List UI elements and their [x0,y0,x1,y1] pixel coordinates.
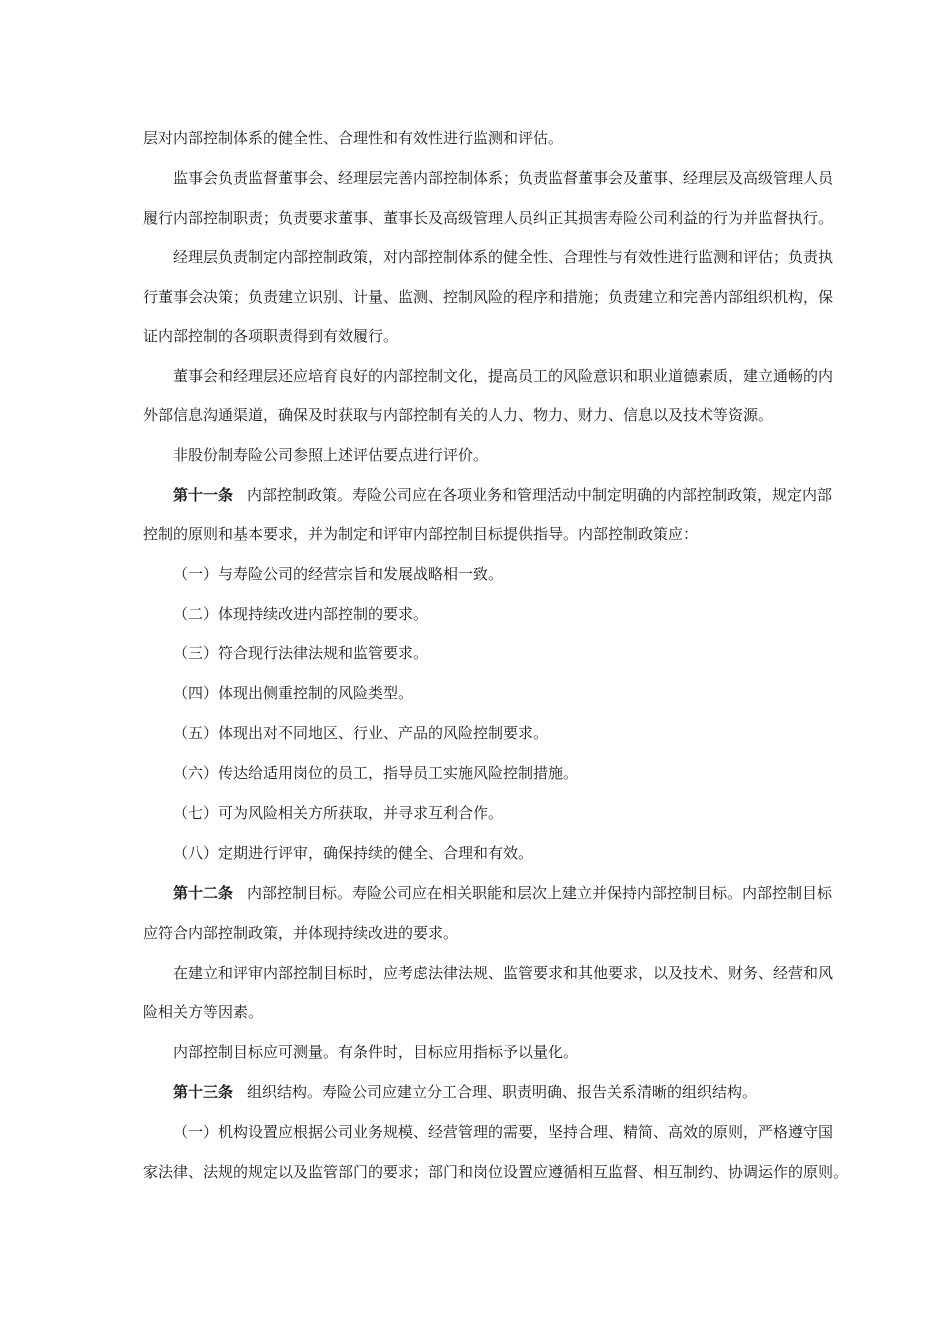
list-item: （四）体现出侧重控制的风险类型。 [173,684,414,702]
paragraph-line: 在建立和评审内部控制目标时，应考虑法律法规、监管要求和其他要求，以及技术、财务、经营和风 [173,964,834,982]
list-item: （三）符合现行法律法规和监管要求。 [173,644,429,662]
paragraph-line: 监事会负责监督董事会、经理层完善内部控制体系；负责监督董事会及董事、经理层及高级管理人员 [173,169,834,187]
article-heading: 第十二条 [173,884,234,902]
list-item: （五）体现出对不同地区、行业、产品的风险控制要求。 [173,724,549,742]
article-heading: 第十三条 [173,1083,234,1101]
article-heading: 第十一条 [173,486,234,504]
paragraph-line: 险相关方等因素。 [143,1003,264,1021]
paragraph-line: 非股份制寿险公司参照上述评估要点进行评价。 [173,446,489,464]
article-paragraph [173,485,853,505]
list-item: （一）与寿险公司的经营宗旨和发展战略相一致。 [173,565,504,583]
paragraph-line: 外部信息沟通渠道，确保及时获取与内部控制有关的人力、物力、财力、信息以及技术等资源。 [143,406,774,424]
paragraph-line: 行董事会决策；负责建立识别、计量、监测、控制风险的程序和措施；负责建立和完善内部组织机构，保 [143,288,834,306]
paragraph-line: 家法律、法规的规定以及监管部门的要求；部门和岗位设置应遵循相互监督、相互制约、协调运作的原则。 [143,1163,849,1181]
paragraph-line: 内部控制目标应可测量。有条件时，目标应用指标予以量化。 [173,1043,579,1061]
list-item: （八）定期进行评审，确保持续的健全、合理和有效。 [173,844,534,862]
paragraph-line: 履行内部控制职责；负责要求董事、董事长及高级管理人员纠正其损害寿险公司利益的行为并监督执行。 [143,209,834,227]
paragraph-line: 层对内部控制体系的健全性、合理性和有效性进行监测和评估。 [143,129,564,147]
paragraph-line: 经理层负责制定内部控制政策，对内部控制体系的健全性、合理性与有效性进行监测和评估；负责执 [173,248,834,266]
article-paragraph [173,1082,853,1102]
article-paragraph [173,883,853,903]
list-item: （七）可为风险相关方所获取，并寻求互利合作。 [173,804,504,822]
paragraph-line: 控制的原则和基本要求，并为制定和评审内部控制目标提供指导。内部控制政策应： [143,525,699,543]
paragraph-line: 证内部控制的各项职责得到有效履行。 [143,327,399,345]
list-item: （二）体现持续改进内部控制的要求。 [173,605,429,623]
list-item: （六）传达给适用岗位的员工，指导员工实施风险控制措施。 [173,764,579,782]
list-item: （一）机构设置应根据公司业务规模、经营管理的需要，坚持合理、精简、高效的原则，严格遵守国 [173,1123,834,1141]
paragraph-text: 内部控制政策。寿险公司应在各项业务和管理活动中制定明确的内部控制政策，规定内部 [247,486,833,504]
paragraph-line: 应符合内部控制政策，并体现持续改进的要求。 [143,924,459,942]
paragraph-text: 内部控制目标。寿险公司应在相关职能和层次上建立并保持内部控制目标。内部控制目标 [247,884,833,902]
paragraph-line: 董事会和经理层还应培育良好的内部控制文化，提高员工的风险意识和职业道德素质，建立通畅的内 [173,367,834,385]
paragraph-text: 组织结构。寿险公司应建立分工合理、职责明确、报告关系清晰的组织结构。 [247,1083,758,1101]
